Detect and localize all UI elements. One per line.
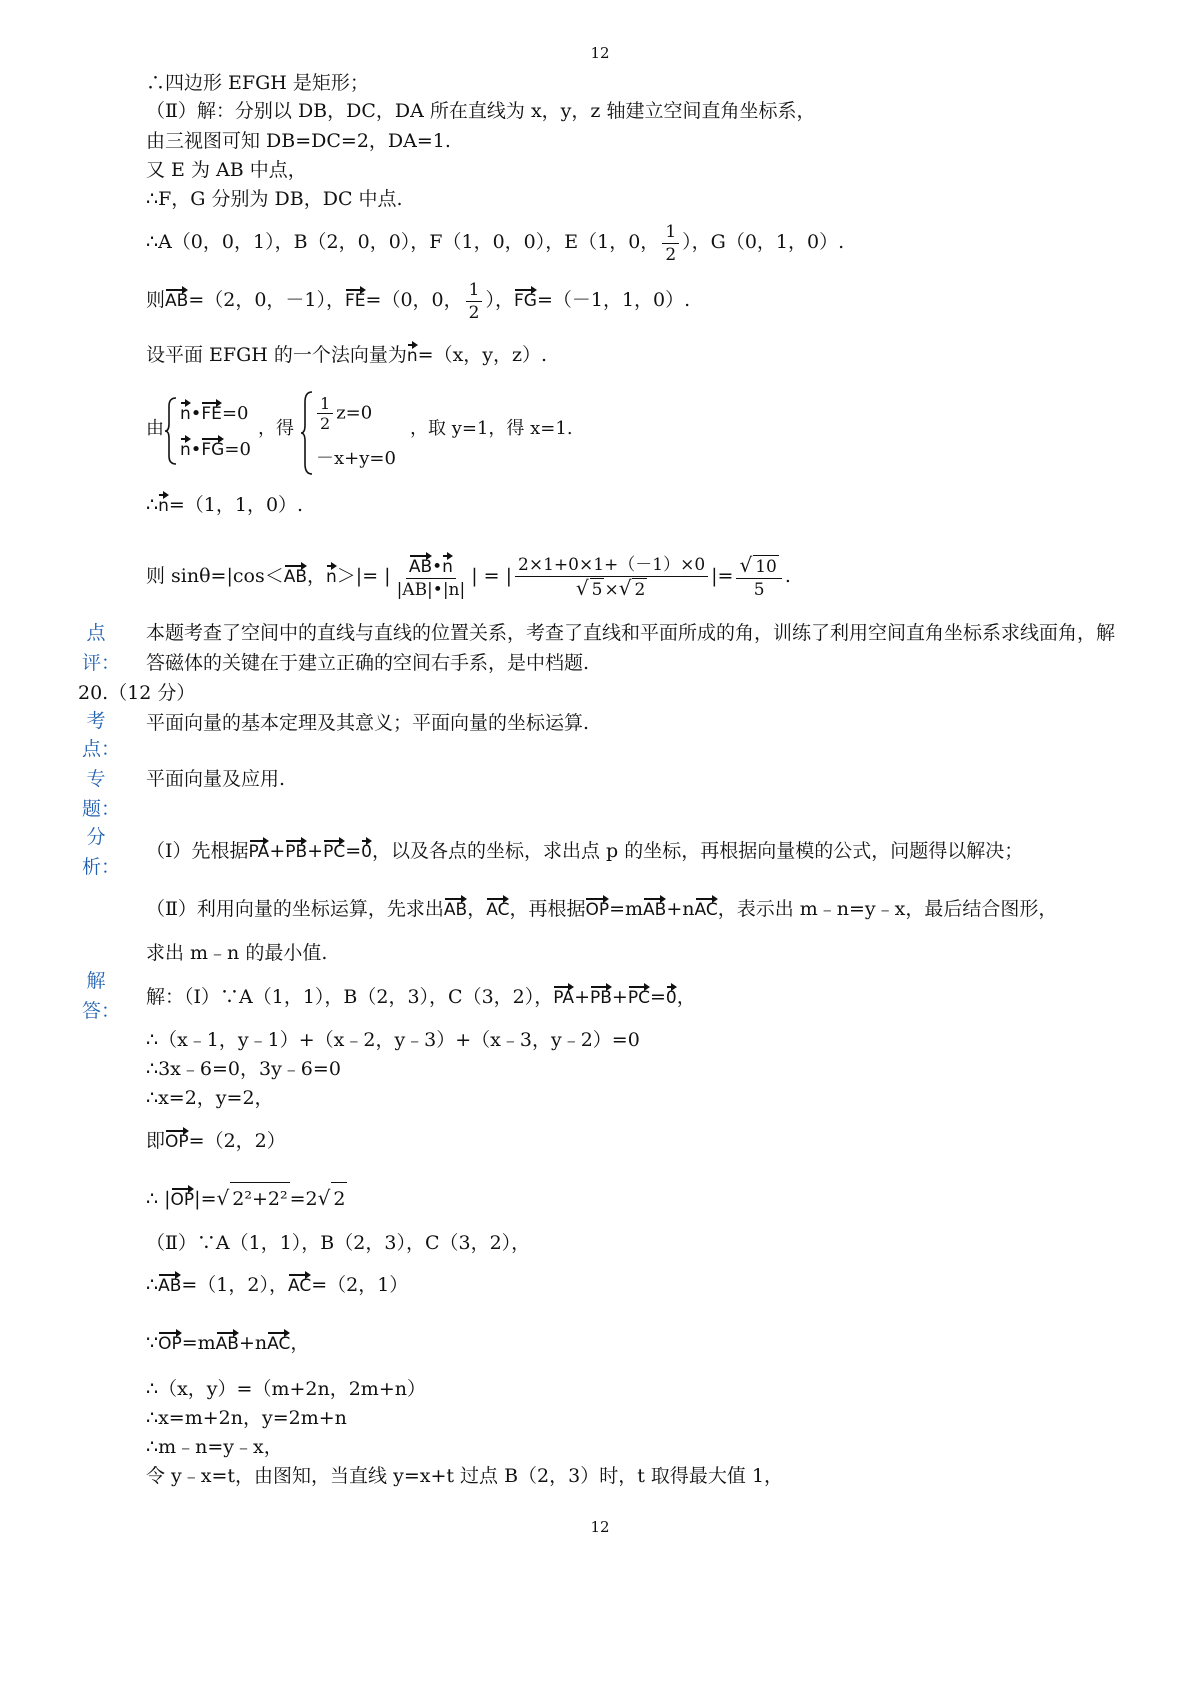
vector-fg: FG [514,287,537,310]
solution-line-13: 令 y﹣x=t，由图知，当直线 y=x+t 过点 B（2，3）时，t 取得最大值 1， [146,1465,784,1487]
solution-line-12: ∴m﹣n=y﹣x， [146,1436,283,1458]
fraction-cos-value: $\frac{2\times 1+0\times 1+(-1)\times 0}{√ 5 \times√ 2}$ [515,554,708,601]
label-fenxi-2: 析： [82,856,121,878]
solution-line-6: ∴ |OP|=√ 2²+2² =2√ 2 [146,1182,347,1215]
label-comment-1: 点 [86,622,106,644]
kaodian-text: 平面向量的基本定理及其意义；平面向量的坐标运算. [146,712,590,734]
solution-line-4: ∴x=2，y=2， [146,1087,274,1109]
fraction-cos-formula: $\frac{AB•n}{|AB|•|n|}$ [394,553,469,601]
solution-line-1: 解：（Ⅰ）∵A（1，1），B（2，3），C（3，2），PA+PB+PC=0， [146,986,696,1008]
solution-line-10: ∴（x，y）=（m+2n，2m+n） [146,1378,426,1400]
label-zhuanti-1: 专 [86,768,106,790]
label-comment-2: 评： [82,652,121,674]
system1-row2: n•FG=0 [180,436,251,463]
solution-line-8: ∴AB=（1，2），AC=（2，1） [146,1274,409,1296]
system-de: ，得 [258,418,294,439]
solution-line-7: （Ⅱ）∵A（1，1），B（2，3），C（3，2）， [146,1232,531,1254]
left-brace-1 [164,396,178,466]
comment-text: 本题考查了空间中的直线与直线的位置关系，考查了直线和平面所成的角，训练了利用空间直角坐标系求线面角，解答磁体的关键在于建立正确的空间右手系，是中档题. [146,622,1116,674]
line-normal-vector: 设平面 EFGH 的一个法向量为n=（x，y，z）. [146,344,548,366]
line-sine-theta: 则 sinθ=|cos＜AB，n＞|= | $\frac{AB•n}{|AB|•|n|}$ | = | $\frac{2\times 1+0\times 1+(-1)\times 0}{√ 5 \times√ 2}$ |= $\frac{√ 10}{5}$ . [146,552,791,600]
fraction-result: $\frac{√ 10}{5}$ [736,554,781,601]
fraction-half: $\frac{1}{2}$ [662,221,679,266]
line-midpoint-e: 又 E 为 AB 中点， [146,159,307,181]
system2-row1: $\frac{1}{2}$ z=0 [314,394,372,433]
footer-page-number: 12 [590,1518,610,1536]
label-fenxi-1: 分 [86,826,106,848]
label-zhuanti-2: 题： [82,798,121,820]
line-three-views: 由三视图可知 DB=DC=2，DA=1. [146,130,451,152]
line-coordinates [146,220,844,266]
line-rectangle: ∴四边形 EFGH 是矩形； [146,72,369,94]
coords-text-a: ∴A（0，0，1），B（2，0，0），F（1，0，0），E（1，0， [146,231,660,253]
solution-line-2: ∴（x﹣1，y﹣1）+（x﹣2，y﹣3）+（x﹣3，y﹣2）=0 [146,1029,640,1051]
fenxi-line-3: 求出 m﹣n 的最小值. [146,942,328,964]
vector-n-2: n [158,492,169,515]
label-jieda-2: 答： [82,1000,121,1022]
line-normal-result: ∴n=（1，1，0）. [146,494,304,516]
fenxi-line-2: （Ⅱ）利用向量的坐标运算，先求出AB，AC，再根据OP=mAB+nAC，表示出 m﹣n=y﹣x，最后结合图形， [146,898,1058,920]
line-vectors: 则AB=（2，0，－1），FE=（0，0， $\frac{1}{2}$ ），FG=（－1，1，0）. [146,279,691,323]
solution-line-11: ∴x=m+2n，y=2m+n [146,1407,347,1429]
fraction-half-2: $\frac{1}{2}$ [466,279,483,324]
vector-fe: FE [345,287,366,310]
left-brace-2 [300,390,314,476]
solution-line-9: ∵OP=mAB+nAC， [146,1332,310,1354]
system-prefix: 由 [146,418,164,439]
label-jieda-1: 解 [86,970,106,992]
q20-title: 20.（12 分） [78,682,196,704]
coords-text-b: ），G（0，1，0）. [682,231,845,253]
solution-line-3: ∴3x﹣6=0，3y﹣6=0 [146,1058,341,1080]
vector-n: n [407,342,418,365]
header-page-number: 12 [590,44,610,62]
solution-line-5: 即OP=（2，2） [146,1130,286,1152]
line-setup: （Ⅱ）解：分别以 DB，DC，DA 所在直线为 x，y，z 轴建立空间直角坐标系， [146,100,816,122]
line-midpoints-fg: ∴F，G 分别为 DB，DC 中点. [146,188,403,210]
vector-ab: AB [165,287,188,310]
fenxi-line-1: （Ⅰ）先根据PA+PB+PC=0，以及各点的坐标，求出点 p 的坐标，再根据向量模的公式，问题得以解决； [146,840,1024,862]
label-kaodian-2: 点： [82,738,121,760]
system-result: ，取 y=1，得 x=1. [410,418,573,439]
label-kaodian-1: 考 [86,710,106,732]
system2-row2: －x+y=0 [316,448,396,469]
zhuanti-text: 平面向量及应用. [146,768,286,790]
system1-row1: n•FE=0 [180,400,248,427]
